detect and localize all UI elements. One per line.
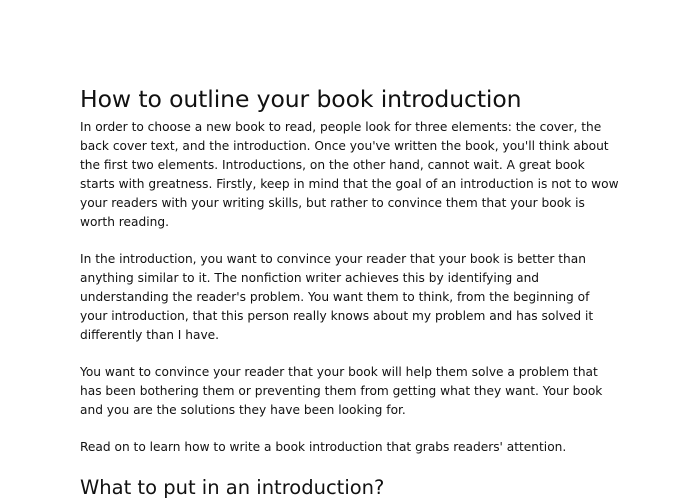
article-title: How to outline your book introduction xyxy=(80,85,522,113)
paragraph-convince: In the introduction, you want to convince your reader that your book is better than anything similar to it. The nonfiction writer achieves this by identifying and understanding the reader's problem. You want them to think, from the beginning of your introduction, that this person really knows about my problem and has solved it differently than I have. xyxy=(80,252,594,342)
article xyxy=(80,84,620,501)
paragraph-read-on: Read on to learn how to write a book introduction that grabs readers' attention. xyxy=(80,440,567,454)
section-heading: What to put in an introduction? xyxy=(80,476,385,499)
paragraph-solution: You want to convince your reader that your book will help them solve a problem that has been bothering them or preventing them from getting what they want. Your book and you are the solutions they have been looking for. xyxy=(80,365,603,417)
paragraph-intro: In order to choose a new book to read, people look for three elements: the cover, the back cover text, and the introduction. Once you've written the book, you'll think about the first two elements. Introductions, on the other hand, cannot wait. A great book starts with greatness. Firstly, keep in mind that the goal of an introduction is not to wow your readers with your writing skills, but rather to convince them that your book is worth reading. xyxy=(80,120,619,229)
